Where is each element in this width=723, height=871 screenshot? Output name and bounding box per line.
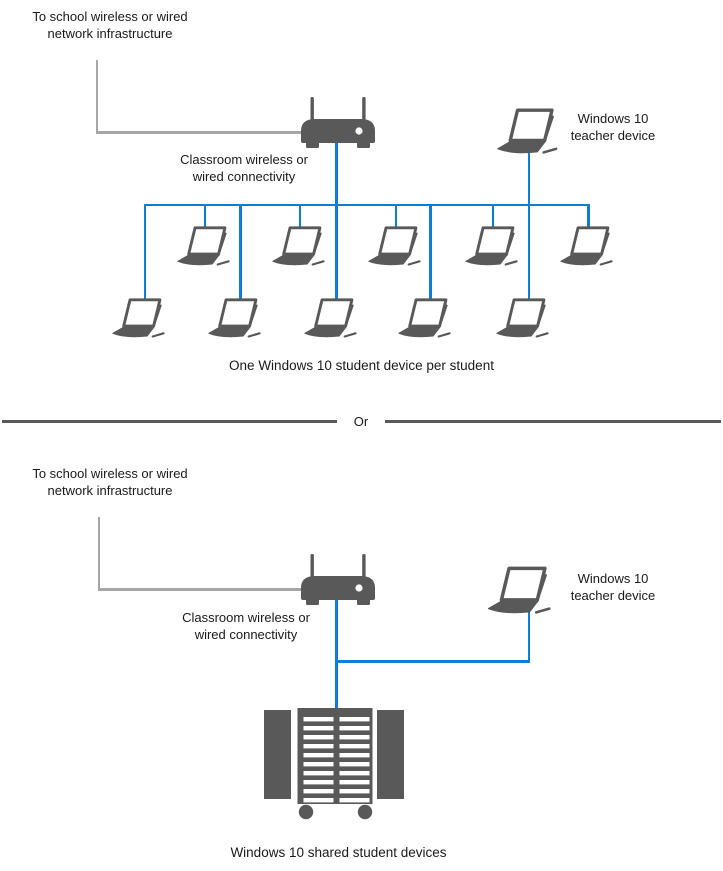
student-device-icon	[176, 224, 234, 266]
student-device-icon	[303, 296, 361, 338]
infrastructure-label-line1: To school wireless or wired	[32, 466, 188, 481]
connectivity-label-line2: wired connectivity	[192, 169, 296, 184]
connectivity-label-line2: wired connectivity	[194, 627, 298, 642]
blue-link-line	[335, 143, 338, 300]
gray-connector-line	[98, 588, 302, 590]
infrastructure-label	[10, 465, 210, 499]
gray-connector-line	[98, 517, 100, 590]
blue-link-line	[239, 204, 242, 300]
blue-link-line	[528, 611, 531, 663]
connectivity-label-line1: Classroom wireless or	[180, 152, 308, 167]
section-two-caption: Windows 10 shared student devices	[230, 845, 447, 860]
student-device-icon	[464, 224, 522, 266]
student-device-icon	[367, 224, 425, 266]
student-device-icon	[397, 296, 455, 338]
infrastructure-label-line2: network infrastructure	[47, 26, 173, 41]
student-device-icon	[271, 224, 329, 266]
blue-link-line	[335, 660, 530, 663]
teacher-device-icon	[484, 564, 558, 614]
teacher-device-icon	[494, 106, 564, 154]
router-icon	[299, 96, 377, 149]
teacher-device-label-line2: teacher device	[570, 128, 656, 143]
infrastructure-label-line2: network infrastructure	[47, 483, 173, 498]
device-cart-icon	[264, 708, 405, 821]
connectivity-label	[164, 151, 324, 185]
router-icon	[299, 553, 377, 606]
gray-connector-line	[96, 131, 302, 133]
student-device-icon	[559, 224, 617, 266]
teacher-device-label	[561, 570, 665, 604]
teacher-device-label	[563, 110, 663, 144]
student-device-icon	[207, 296, 265, 338]
section-one-caption: One Windows 10 student device per student	[229, 358, 494, 373]
infrastructure-label-line1: To school wireless or wired	[32, 9, 188, 24]
connectivity-label	[166, 609, 326, 643]
student-device-icon	[111, 296, 169, 338]
blue-link-line	[429, 204, 432, 300]
student-device-icon	[495, 296, 553, 338]
divider-label: Or	[353, 414, 369, 429]
teacher-device-label-line2: teacher device	[570, 588, 656, 603]
infrastructure-label	[10, 8, 210, 42]
gray-connector-line	[96, 60, 98, 133]
network-bus-line	[144, 204, 590, 207]
blue-link-line	[144, 204, 147, 300]
connectivity-label-line1: Classroom wireless or	[182, 610, 310, 625]
blue-link-line	[528, 149, 531, 300]
teacher-device-label-line1: Windows 10	[577, 111, 649, 126]
blue-link-line	[335, 600, 338, 710]
divider-line-left	[2, 420, 337, 423]
teacher-device-label-line1: Windows 10	[577, 571, 649, 586]
divider-line-right	[385, 420, 721, 423]
